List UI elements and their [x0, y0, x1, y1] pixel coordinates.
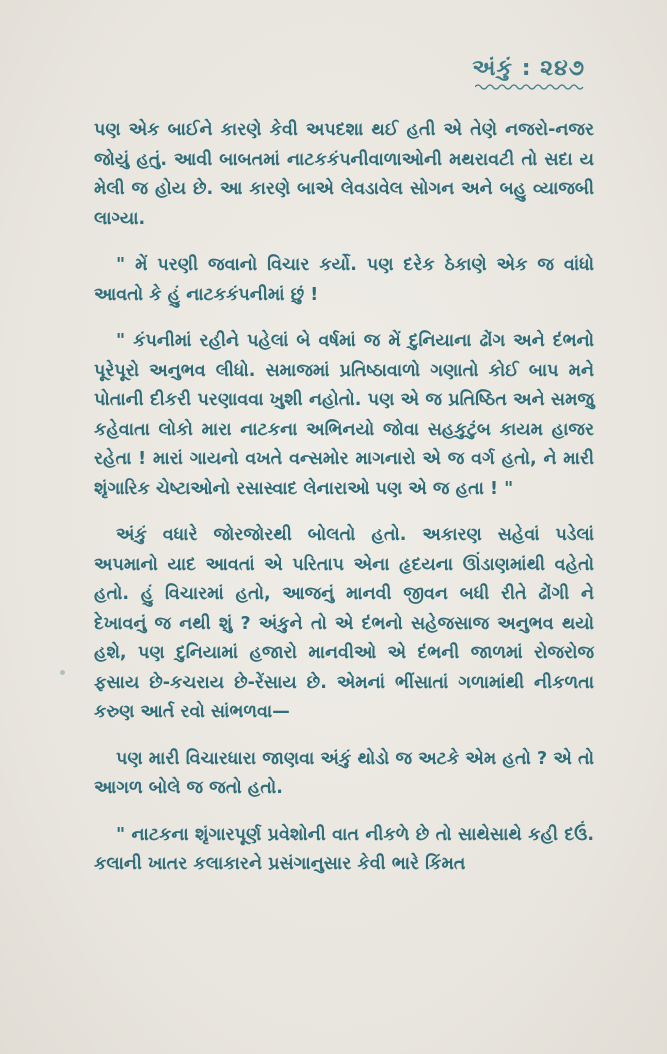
paragraph-1: પણ એક બાઈને કારણે કેવી અપદશા થઈ હતી એ તેણે નજરો-નજર જોયું હતું. આવી બાબતમાં નાટકકંપનીવાળાઓની મથરાવટી તો સદા ય મેલી જ હોય છે. આ કારણે બાએ લેવડાવેલ સોગન અને બહુ વ્યાજબી લાગ્યા.	[94, 120, 594, 229]
paragraph-4: અંકું વધારે જોરજોરથી બોલતો હતો. અકારણ સહેવાં પડેલાં અપમાનો યાદ આવતાં એ પરિતાપ એના હૃદયના ઊંડાણમાંથી વહેતો હતો. હું વિચારમાં હતો, આજનું માનવી જીવન બધી રીતે ઢોંગી ને દેખાવનું જ નથી શું ? અંકુને તો એ દંભનો સહેજસાજ અનુભવ થયો હશે, પણ દુનિયામાં હજારો માનવીઓ એ દંભની જાળમાં રોજરોજ ફસાય છે-કચરાય છે-રેંસાય છે. એમનાં ભીંસાતાં ગળામાંથી નીકળતા કરુણ આર્ત રવો સાંભળવા—	[94, 525, 594, 722]
paragraph-5: પણ મારી વિચારધારા જાણવા અંકું થોડો જ અટકે એમ હતો ? એ તો આગળ બોલે જ જતો હતો.	[94, 748, 594, 798]
page-number-label: અંકું : ૨૪૭	[472, 56, 585, 81]
header-wave-underline	[475, 83, 585, 91]
page-header	[472, 56, 585, 91]
paragraph-2: " મેં પરણી જવાનો વિચાર કર્યો. પણ દરેક ઠેકાણે એક જ વાંધો આવતો કે હું નાટકકંપનીમાં છું !	[94, 255, 594, 305]
paragraph-6: " નાટકના શૃંગારપૂર્ણ પ્રવેશોની વાત નીકળે છે તો સાથેસાથે કહી દઉં. કલાની ખાતર કલાકારને પ્રસંગાનુસાર કેવી ભારે કિંમત	[94, 824, 594, 874]
paragraph-3: " કંપનીમાં રહીને પહેલાં બે વર્ષમાં જ મેં દુનિયાના ઢોંગ અને દંભનો પૂરેપૂરો અનુભવ લીધો. સમાજમાં પ્રતિષ્ઠાવાળો ગણાતો કોઈ બાપ મને પોતાની દીકરી પરણાવવા ખુશી નહોતો. પણ એ જ પ્રતિષ્ઠિત અને સમજુ કહેવાતા લોકો મારા નાટકના અભિનયો જોવા સહકુટુંબ કાયમ હાજર રહેતા ! મારાં ગાયનો વખતે વન્સમોર માગનારો એ જ વર્ગ હતો, ને મારી શૃંગારિક ચેષ્ટાઓનો રસાસ્વાદ લેનારાઓ પણ એ જ હતા ! "	[94, 331, 594, 499]
page-body-text	[94, 116, 594, 880]
paper-blemish	[60, 670, 65, 675]
